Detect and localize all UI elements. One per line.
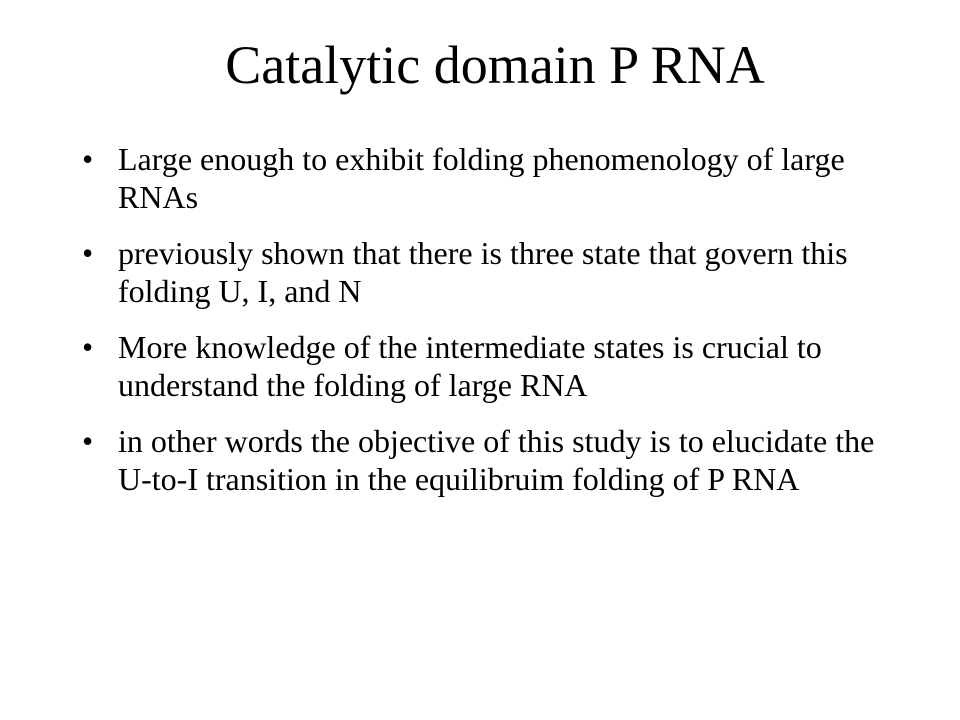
bullet-item — [82, 140, 882, 216]
slide-title: Catalytic domain P RNA — [225, 35, 765, 95]
bullet-text: Large enough to exhibit folding phenomenology of large RNAs — [118, 141, 845, 215]
bullet-list — [82, 140, 882, 516]
bullet-icon: • — [82, 235, 94, 271]
bullet-text: previously shown that there is three state that govern this folding U, I, and N — [118, 235, 848, 309]
bullet-text: in other words the objective of this study is to elucidate the U-to-I transition in the equilibruim folding of P RNA — [118, 423, 875, 497]
bullet-icon: • — [82, 423, 94, 459]
bullet-item — [82, 422, 882, 498]
bullet-icon: • — [82, 141, 94, 177]
bullet-icon: • — [82, 329, 94, 365]
bullet-text: More knowledge of the intermediate states is crucial to understand the folding of large RNA — [118, 329, 822, 403]
bullet-item — [82, 234, 882, 310]
bullet-item — [82, 328, 882, 404]
